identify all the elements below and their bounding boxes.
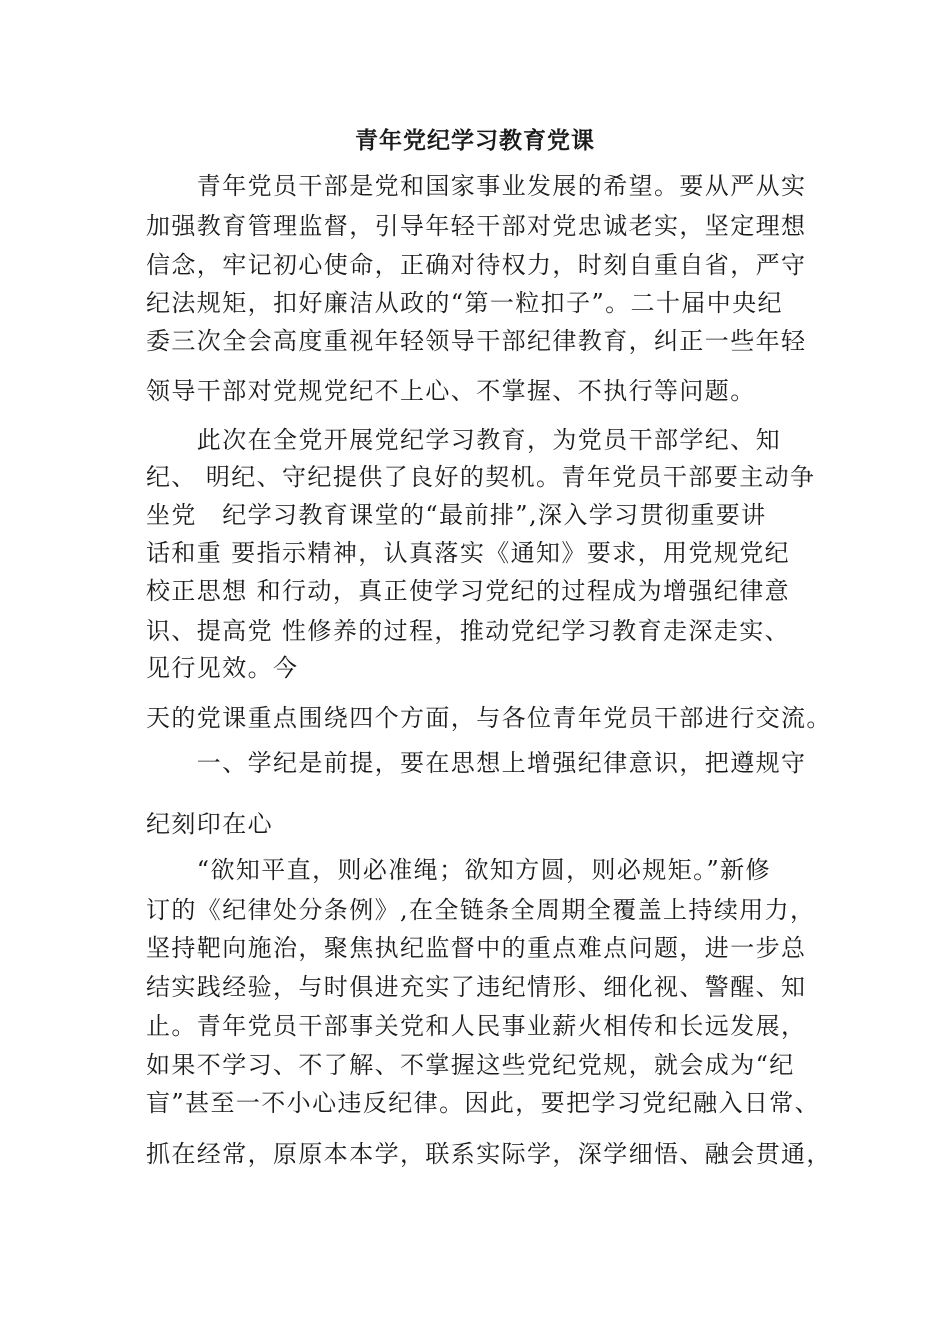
paragraph-line: 纪、 明纪、守纪提供了良好的契机。青年党员干部要主动争 bbox=[146, 463, 816, 491]
document-title: 青年党纪学习教育党课 bbox=[355, 127, 595, 154]
paragraph-line: 话和重 要指示精神，认真落实《通知》要求，用党规党纪 bbox=[146, 539, 791, 567]
paragraph-line: 加强教育管理监督，引导年轻干部对党忠诚老实，坚定理想 bbox=[146, 212, 807, 240]
paragraph-line: “欲知平直，则必准绳；欲知方圆，则必规矩。”新修 bbox=[146, 856, 771, 884]
paragraph-line: 订的《纪律处分条例》,在全链条全周期全覆盖上持续用力， bbox=[146, 896, 816, 924]
paragraph-line: 坐党 纪学习教育课堂的“最前排”,深入学习贯彻重要讲 bbox=[146, 501, 767, 529]
paragraph-line: 校正思想 和行动，真正使学习党纪的过程成为增强纪律意 bbox=[146, 577, 791, 605]
paragraph-line: 结实践经验，与时俱进充实了违纪情形、细化视、警醒、知 bbox=[146, 973, 807, 1001]
paragraph-line: 领导干部对党规党纪不上心、不掌握、不执行等问题。 bbox=[146, 377, 756, 405]
paragraph-line: 青年党员干部是党和国家事业发展的希望。要从严从实 bbox=[146, 172, 807, 200]
paragraph-line: 见行见效。今 bbox=[146, 654, 299, 682]
paragraph-line: 委三次全会高度重视年轻领导干部纪律教育，纠正一些年轻 bbox=[146, 327, 807, 355]
section-heading-line: 一、学纪是前提，要在思想上增强纪律意识，把遵规守 bbox=[146, 749, 807, 777]
paragraph-line: 如果不学习、不了解、不掌握这些党纪党规，就会成为“纪 bbox=[146, 1051, 795, 1079]
paragraph-line: 抓在经常，原原本本学，联系实际学，深学细悟、融会贯通， bbox=[146, 1140, 832, 1168]
paragraph-line: 止。青年党员干部事关党和人民事业薪火相传和长远发展， bbox=[146, 1012, 807, 1040]
paragraph-line: 盲”甚至一不小心违反纪律。因此，要把学习党纪融入日常、 bbox=[146, 1089, 821, 1117]
paragraph-line: 坚持靶向施治，聚焦执纪监督中的重点难点问题，进一步总 bbox=[146, 934, 807, 962]
section-heading-line: 纪刻印在心 bbox=[146, 810, 273, 838]
paragraph-line: 识、提高党 性修养的过程，推动党纪学习教育走深走实、 bbox=[146, 617, 791, 645]
paragraph-line: 纪法规矩，扣好廉洁从政的“第一粒扣子”。二十届中央纪 bbox=[146, 289, 783, 317]
paragraph-line: 此次在全党开展党纪学习教育，为党员干部学纪、知 bbox=[146, 426, 781, 454]
paragraph-line: 信念，牢记初心使命，正确对待权力，时刻自重自省，严守 bbox=[146, 251, 807, 279]
paragraph-line: 天的党课重点围绕四个方面，与各位青年党员干部进行交流。 bbox=[146, 704, 832, 732]
